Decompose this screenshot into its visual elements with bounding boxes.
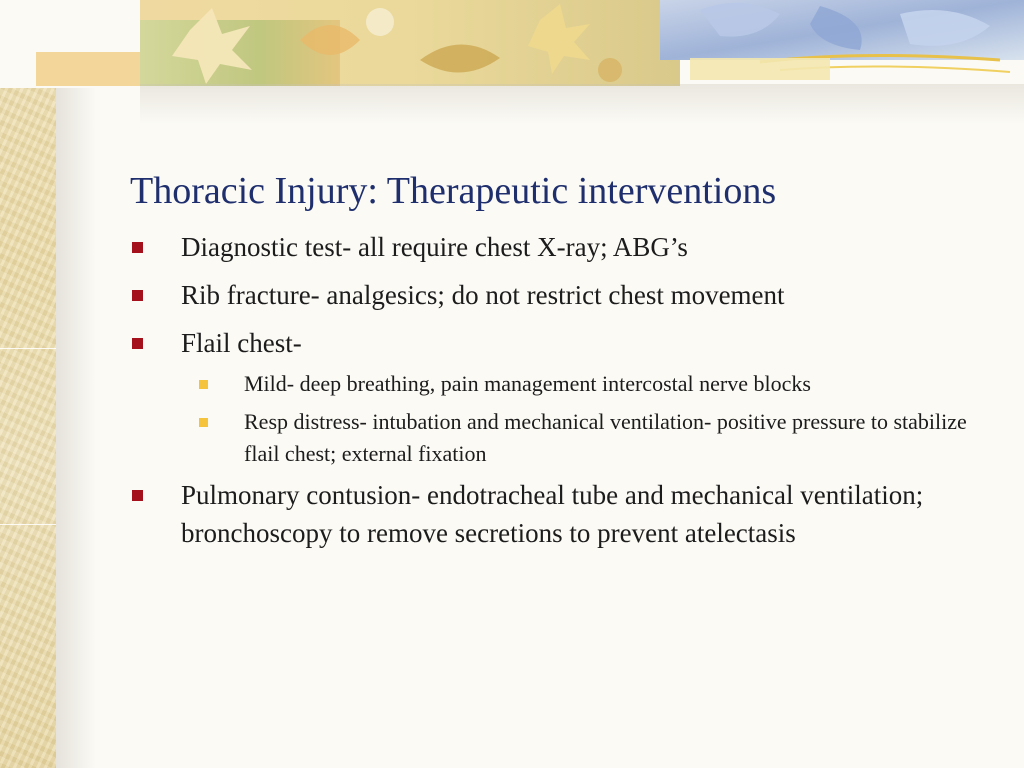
- list-item: [130, 476, 990, 552]
- bullet-text: Flail chest-: [181, 328, 302, 358]
- strip-seam: [0, 524, 56, 525]
- sub-bullet-list: [181, 368, 990, 470]
- square-bullet-icon: [132, 242, 143, 253]
- bullet-text: Pulmonary contusion- endotracheal tube and mechanical ventilation; bronchoscopy to remove secretions to prevent atelectasis: [181, 480, 924, 548]
- strip-seam: [0, 348, 56, 349]
- sub-bullet-text: Mild- deep breathing, pain management intercostal nerve blocks: [244, 371, 811, 396]
- slide-title: Thoracic Injury: Therapeutic interventions: [130, 170, 777, 212]
- bullet-text: Diagnostic test- all require chest X-ray; ABG’s: [181, 232, 688, 262]
- slide-content: [130, 164, 990, 562]
- sub-list-item: [181, 406, 990, 470]
- square-bullet-icon: [132, 338, 143, 349]
- sub-bullet-text: Resp distress- intubation and mechanical ventilation- positive pressure to stabilize flail chest; external fixation: [244, 409, 967, 466]
- small-square-bullet-icon: [199, 380, 208, 389]
- list-item: [130, 324, 990, 470]
- bullet-list: [130, 228, 990, 552]
- square-bullet-icon: [132, 490, 143, 501]
- left-parchment-strip: [0, 0, 56, 768]
- square-bullet-icon: [132, 290, 143, 301]
- banner-shadow: [140, 84, 1024, 124]
- bullet-text: Rib fracture- analgesics; do not restrict chest movement: [181, 280, 785, 310]
- list-item: [130, 228, 990, 266]
- left-shadow: [56, 0, 96, 768]
- leaf-collage-image: [0, 0, 1024, 88]
- top-decorative-banner: [0, 0, 1024, 88]
- list-item: [130, 276, 990, 314]
- sub-list-item: [181, 368, 990, 400]
- small-square-bullet-icon: [199, 418, 208, 427]
